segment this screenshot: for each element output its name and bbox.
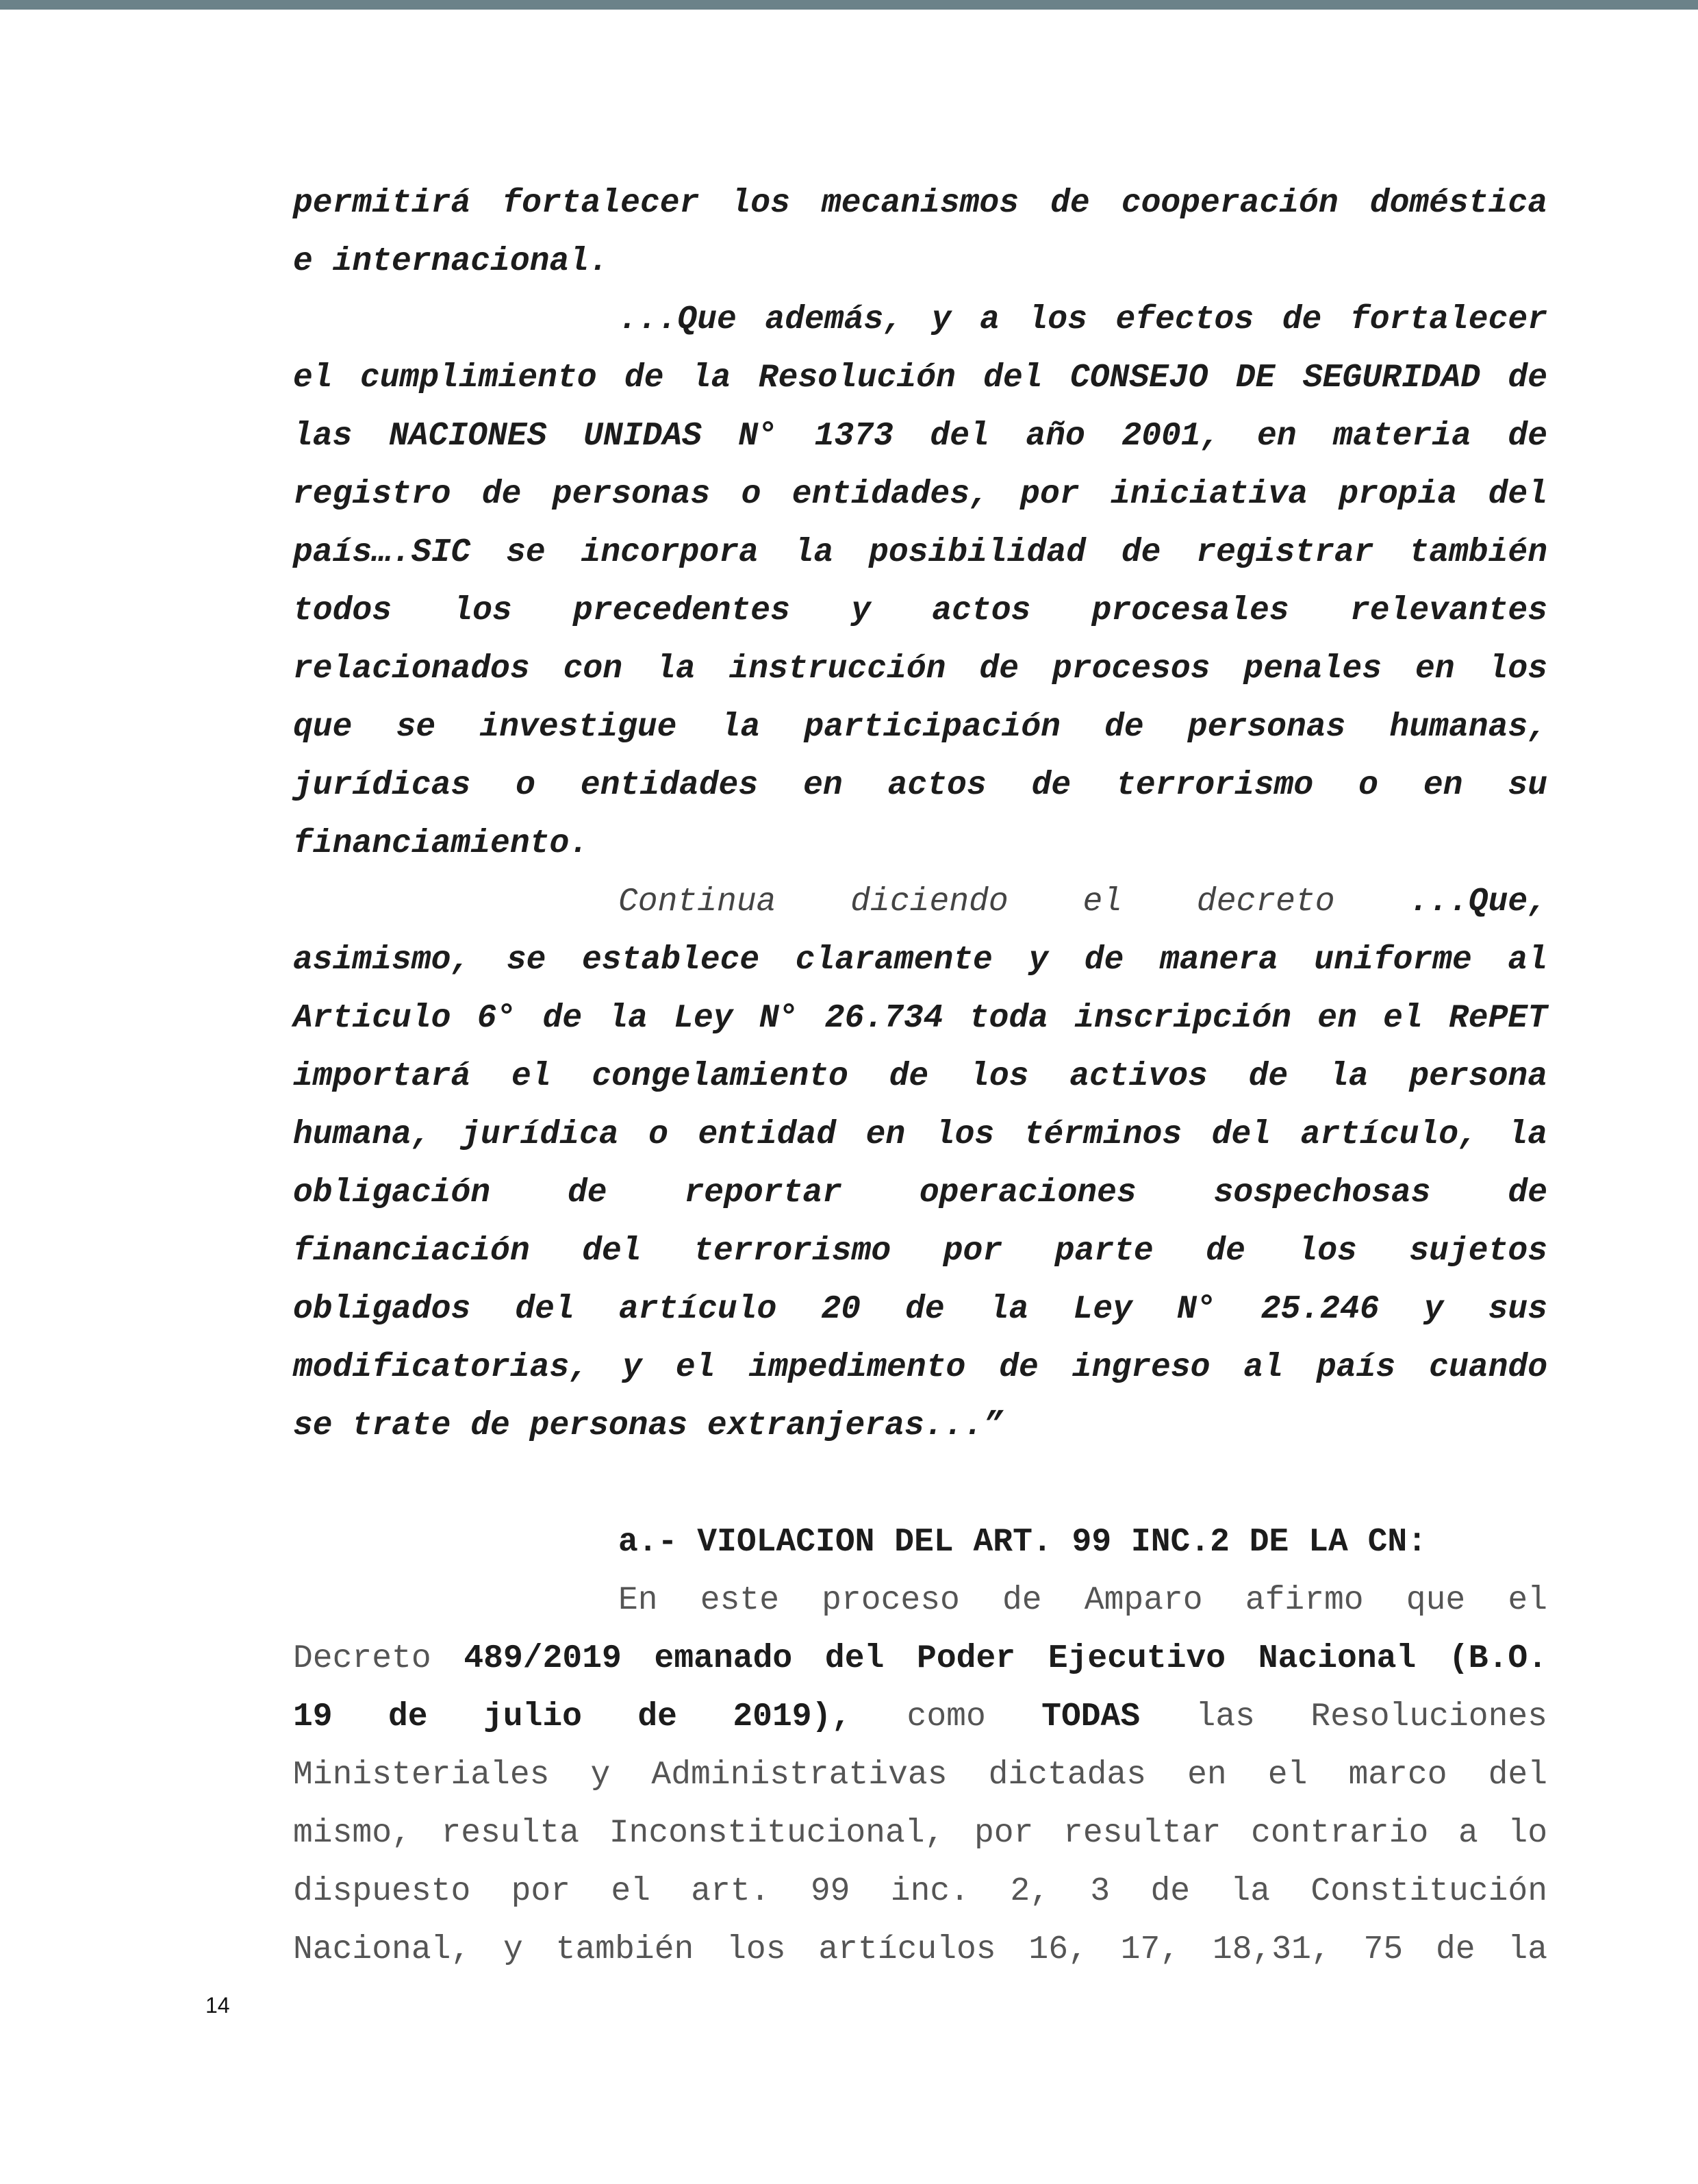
body-line: En este proceso de Amparo afirmo que el bbox=[618, 1582, 1547, 1619]
quote-line: obligación de reportar operaciones sospechosas de bbox=[293, 1175, 1547, 1212]
page-number: 14 bbox=[205, 1993, 230, 2018]
quote-line: modificatorias, y el impedimento de ingreso al país cuando bbox=[293, 1349, 1547, 1386]
quote-line: registro de personas o entidades, por iniciativa propia del bbox=[293, 476, 1547, 513]
quote-line: Articulo 6° de la Ley N° 26.734 toda inscripción en el RePET bbox=[293, 1000, 1547, 1037]
quote-line: se trate de personas extranjeras...” bbox=[293, 1407, 1003, 1444]
body-bold-text: 489/2019 emanado del Poder Ejecutivo Nacional (B.O. bbox=[464, 1640, 1547, 1677]
quote-intro-text: Continua diciendo el decreto bbox=[618, 883, 1335, 920]
quote-line: obligados del artículo 20 de la Ley N° 25.246 y sus bbox=[293, 1291, 1547, 1328]
quote-line: todos los precedentes y actos procesales relevantes bbox=[293, 592, 1547, 629]
document-body bbox=[293, 175, 1547, 1979]
quote-line: financiamiento. bbox=[293, 825, 590, 862]
page-top-border bbox=[0, 0, 1698, 10]
body-line: mismo, resulta Inconstitucional, por resultar contrario a lo bbox=[293, 1815, 1547, 1852]
quote-line: jurídicas o entidades en actos de terrorismo o en su bbox=[293, 767, 1547, 804]
quote-start-text: ...Que, bbox=[1409, 883, 1547, 920]
body-line: dispuesto por el art. 99 inc. 2, 3 de la Constitución bbox=[293, 1873, 1547, 1910]
quote-line: país….SIC se incorpora la posibilidad de registrar también bbox=[293, 534, 1547, 571]
body-bold-text: TODAS bbox=[1041, 1698, 1141, 1735]
body-line bbox=[293, 1630, 1547, 1688]
quote-line: permitirá fortalecer los mecanismos de cooperación doméstica bbox=[293, 185, 1547, 222]
quote-line: importará el congelamiento de los activos de la persona bbox=[293, 1058, 1547, 1095]
quote-line: relacionados con la instrucción de procesos penales en los bbox=[293, 651, 1547, 688]
body-line bbox=[293, 1688, 1547, 1746]
quote-line: financiación del terrorismo por parte de los sujetos bbox=[293, 1233, 1547, 1270]
quote-line: asimismo, se establece claramente y de manera uniforme al bbox=[293, 942, 1547, 979]
body-line: Nacional, y también los artículos 16, 17, 18,31, 75 de la bbox=[293, 1931, 1547, 1968]
body-text: Decreto bbox=[293, 1640, 431, 1677]
quote-line: humana, jurídica o entidad en los términos del artículo, la bbox=[293, 1116, 1547, 1153]
quote-line: el cumplimiento de la Resolución del CONSEJO DE SEGURIDAD de bbox=[293, 360, 1547, 397]
paragraph-gap bbox=[293, 1455, 1547, 1514]
body-bold-text: 19 de julio de 2019), bbox=[293, 1698, 852, 1735]
quote-line: que se investigue la participación de personas humanas, bbox=[293, 709, 1547, 746]
quote-line bbox=[293, 873, 1547, 931]
body-text: como bbox=[907, 1698, 986, 1735]
section-heading: a.- VIOLACION DEL ART. 99 INC.2 DE LA CN: bbox=[618, 1524, 1427, 1561]
quote-line: las NACIONES UNIDAS N° 1373 del año 2001, en materia de bbox=[293, 418, 1547, 455]
body-text: las Resoluciones bbox=[1195, 1698, 1547, 1735]
quote-line: e internacional. bbox=[293, 243, 609, 280]
quote-line: ...Que además, y a los efectos de fortalecer bbox=[618, 301, 1547, 338]
body-line: Ministeriales y Administrativas dictadas en el marco del bbox=[293, 1757, 1547, 1794]
